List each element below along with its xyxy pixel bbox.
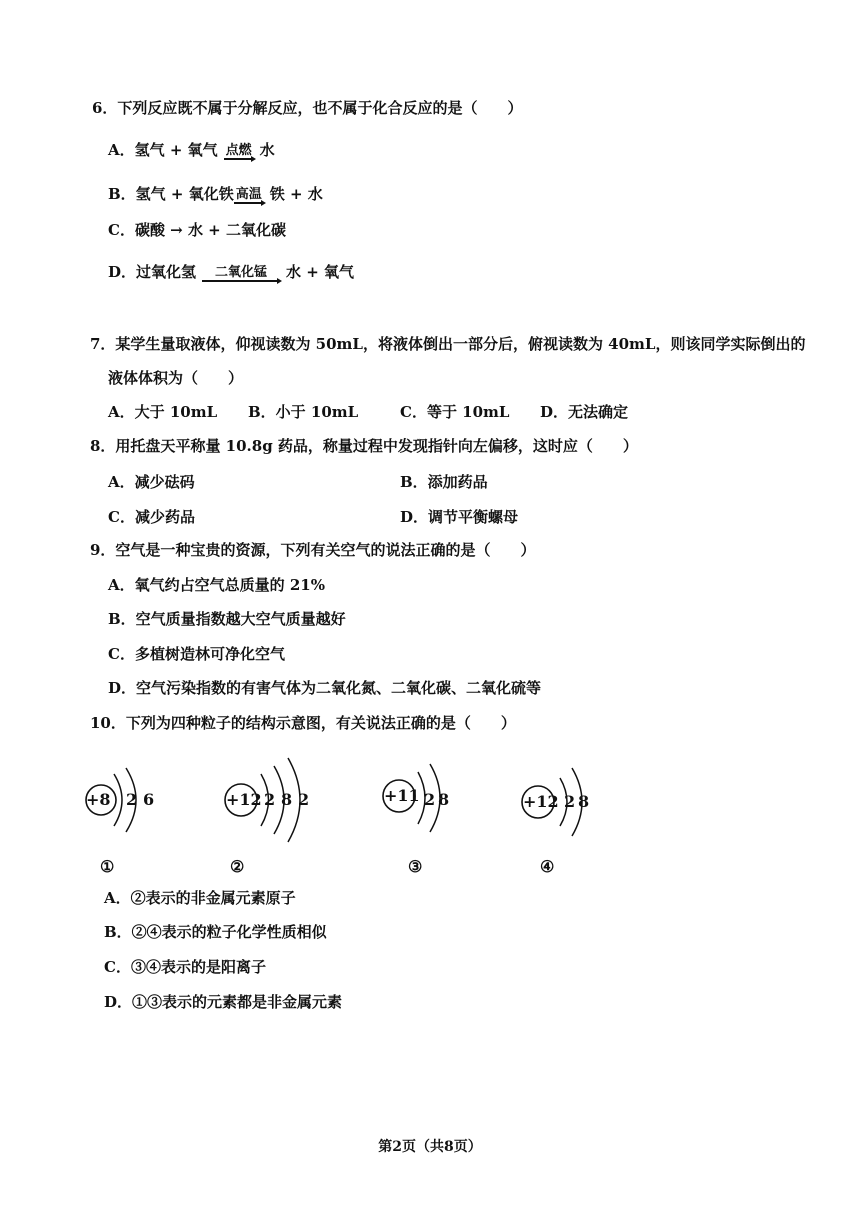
q6-b-reactants: B．氢气 + 氧化铁 [108, 185, 234, 203]
particle-label-2: ② [230, 857, 245, 876]
nucleus-charge: +12 [523, 792, 559, 811]
q9-option-c: C．多植树造林可净化空气 [108, 645, 285, 663]
q6-d-reactants: D．过氧化氢 [108, 263, 197, 281]
q6-option-b [108, 184, 323, 204]
shell-electrons: 8 [438, 790, 450, 809]
q7-stem-line2: 液体体积为（ ） [108, 369, 244, 387]
reaction-condition: 点燃 [225, 143, 252, 158]
page-footer: 第2页（共8页） [378, 1139, 482, 1155]
shell-electrons: 2 [424, 790, 436, 809]
reaction-arrow [202, 266, 280, 282]
shell-electrons: 6 [143, 790, 155, 809]
particle-label-3: ③ [408, 857, 423, 876]
q7-option-a: A．大于 10mL [108, 403, 218, 421]
q8-option-d: D．调节平衡螺母 [400, 508, 519, 526]
shell-electrons: 8 [281, 790, 293, 809]
q10-option-c: C．③④表示的是阳离子 [104, 958, 266, 976]
particle-diagram-3 [378, 758, 468, 848]
reaction-condition: 高温 [235, 187, 262, 202]
q9-stem: 9．空气是一种宝贵的资源，下列有关空气的说法正确的是（ ） [90, 541, 536, 559]
q6-d-products: 水 + 氧气 [286, 263, 355, 281]
q7-option-c: C．等于 10mL [400, 403, 510, 421]
q7-stem-line1: 7．某学生量取液体，仰视读数为 50mL，将液体倒出一部分后，俯视读数为 40mL，则该同学实际倒出的 [90, 335, 806, 353]
q10-stem: 10．下列为四种粒子的结构示意图，有关说法正确的是（ ） [90, 714, 516, 732]
shell-electrons: 2 [264, 790, 276, 809]
q10-option-d: D．①③表示的元素都是非金属元素 [104, 993, 343, 1011]
nucleus-charge: +11 [384, 786, 420, 805]
q10-option-a: A．②表示的非金属元素原子 [104, 889, 296, 907]
particle-label-4: ④ [540, 857, 555, 876]
particle-label-1: ① [100, 857, 115, 876]
shell-electrons: 8 [578, 792, 590, 811]
q9-option-d: D．空气污染指数的有害气体为二氧化氮、二氧化碳、二氧化硫等 [108, 679, 542, 697]
q6-b-products: 铁 + 水 [269, 185, 323, 203]
q7-option-d: D．无法确定 [540, 403, 629, 421]
q8-option-a: A．减少砝码 [108, 473, 195, 491]
reaction-condition: 二氧化锰 [215, 265, 268, 280]
q10-option-b: B．②④表示的粒子化学性质相似 [104, 923, 327, 941]
nucleus-charge: +8 [86, 790, 111, 809]
particle-diagram-1 [80, 758, 170, 848]
q7-option-b: B．小于 10mL [248, 403, 359, 421]
q6-a-products: 水 [259, 141, 275, 159]
particle-diagram-4 [516, 760, 606, 850]
particle-diagram-2 [218, 750, 328, 850]
q6-option-c: C．碳酸 → 水 + 二氧化碳 [108, 221, 286, 239]
reaction-arrow [224, 144, 254, 160]
q8-option-b: B．添加药品 [400, 473, 488, 491]
q6-option-d [108, 262, 354, 282]
q9-option-a: A．氧气约占空气总质量的 21% [108, 576, 325, 594]
reaction-arrow [234, 188, 264, 204]
q6-a-reactants: A．氢气 + 氧气 [108, 141, 218, 159]
q9-option-b: B．空气质量指数越大空气质量越好 [108, 610, 346, 628]
nucleus-charge: +12 [226, 790, 262, 809]
q6-stem: 6．下列反应既不属于分解反应，也不属于化合反应的是（ ） [92, 99, 523, 117]
shell-electrons: 2 [564, 792, 576, 811]
q8-stem: 8．用托盘天平称量 10.8g 药品，称量过程中发现指针向左偏移，这时应（ ） [90, 437, 638, 455]
q8-option-c: C．减少药品 [108, 508, 195, 526]
shell-electrons: 2 [126, 790, 138, 809]
q6-option-a [108, 140, 275, 160]
shell-electrons: 2 [298, 790, 310, 809]
